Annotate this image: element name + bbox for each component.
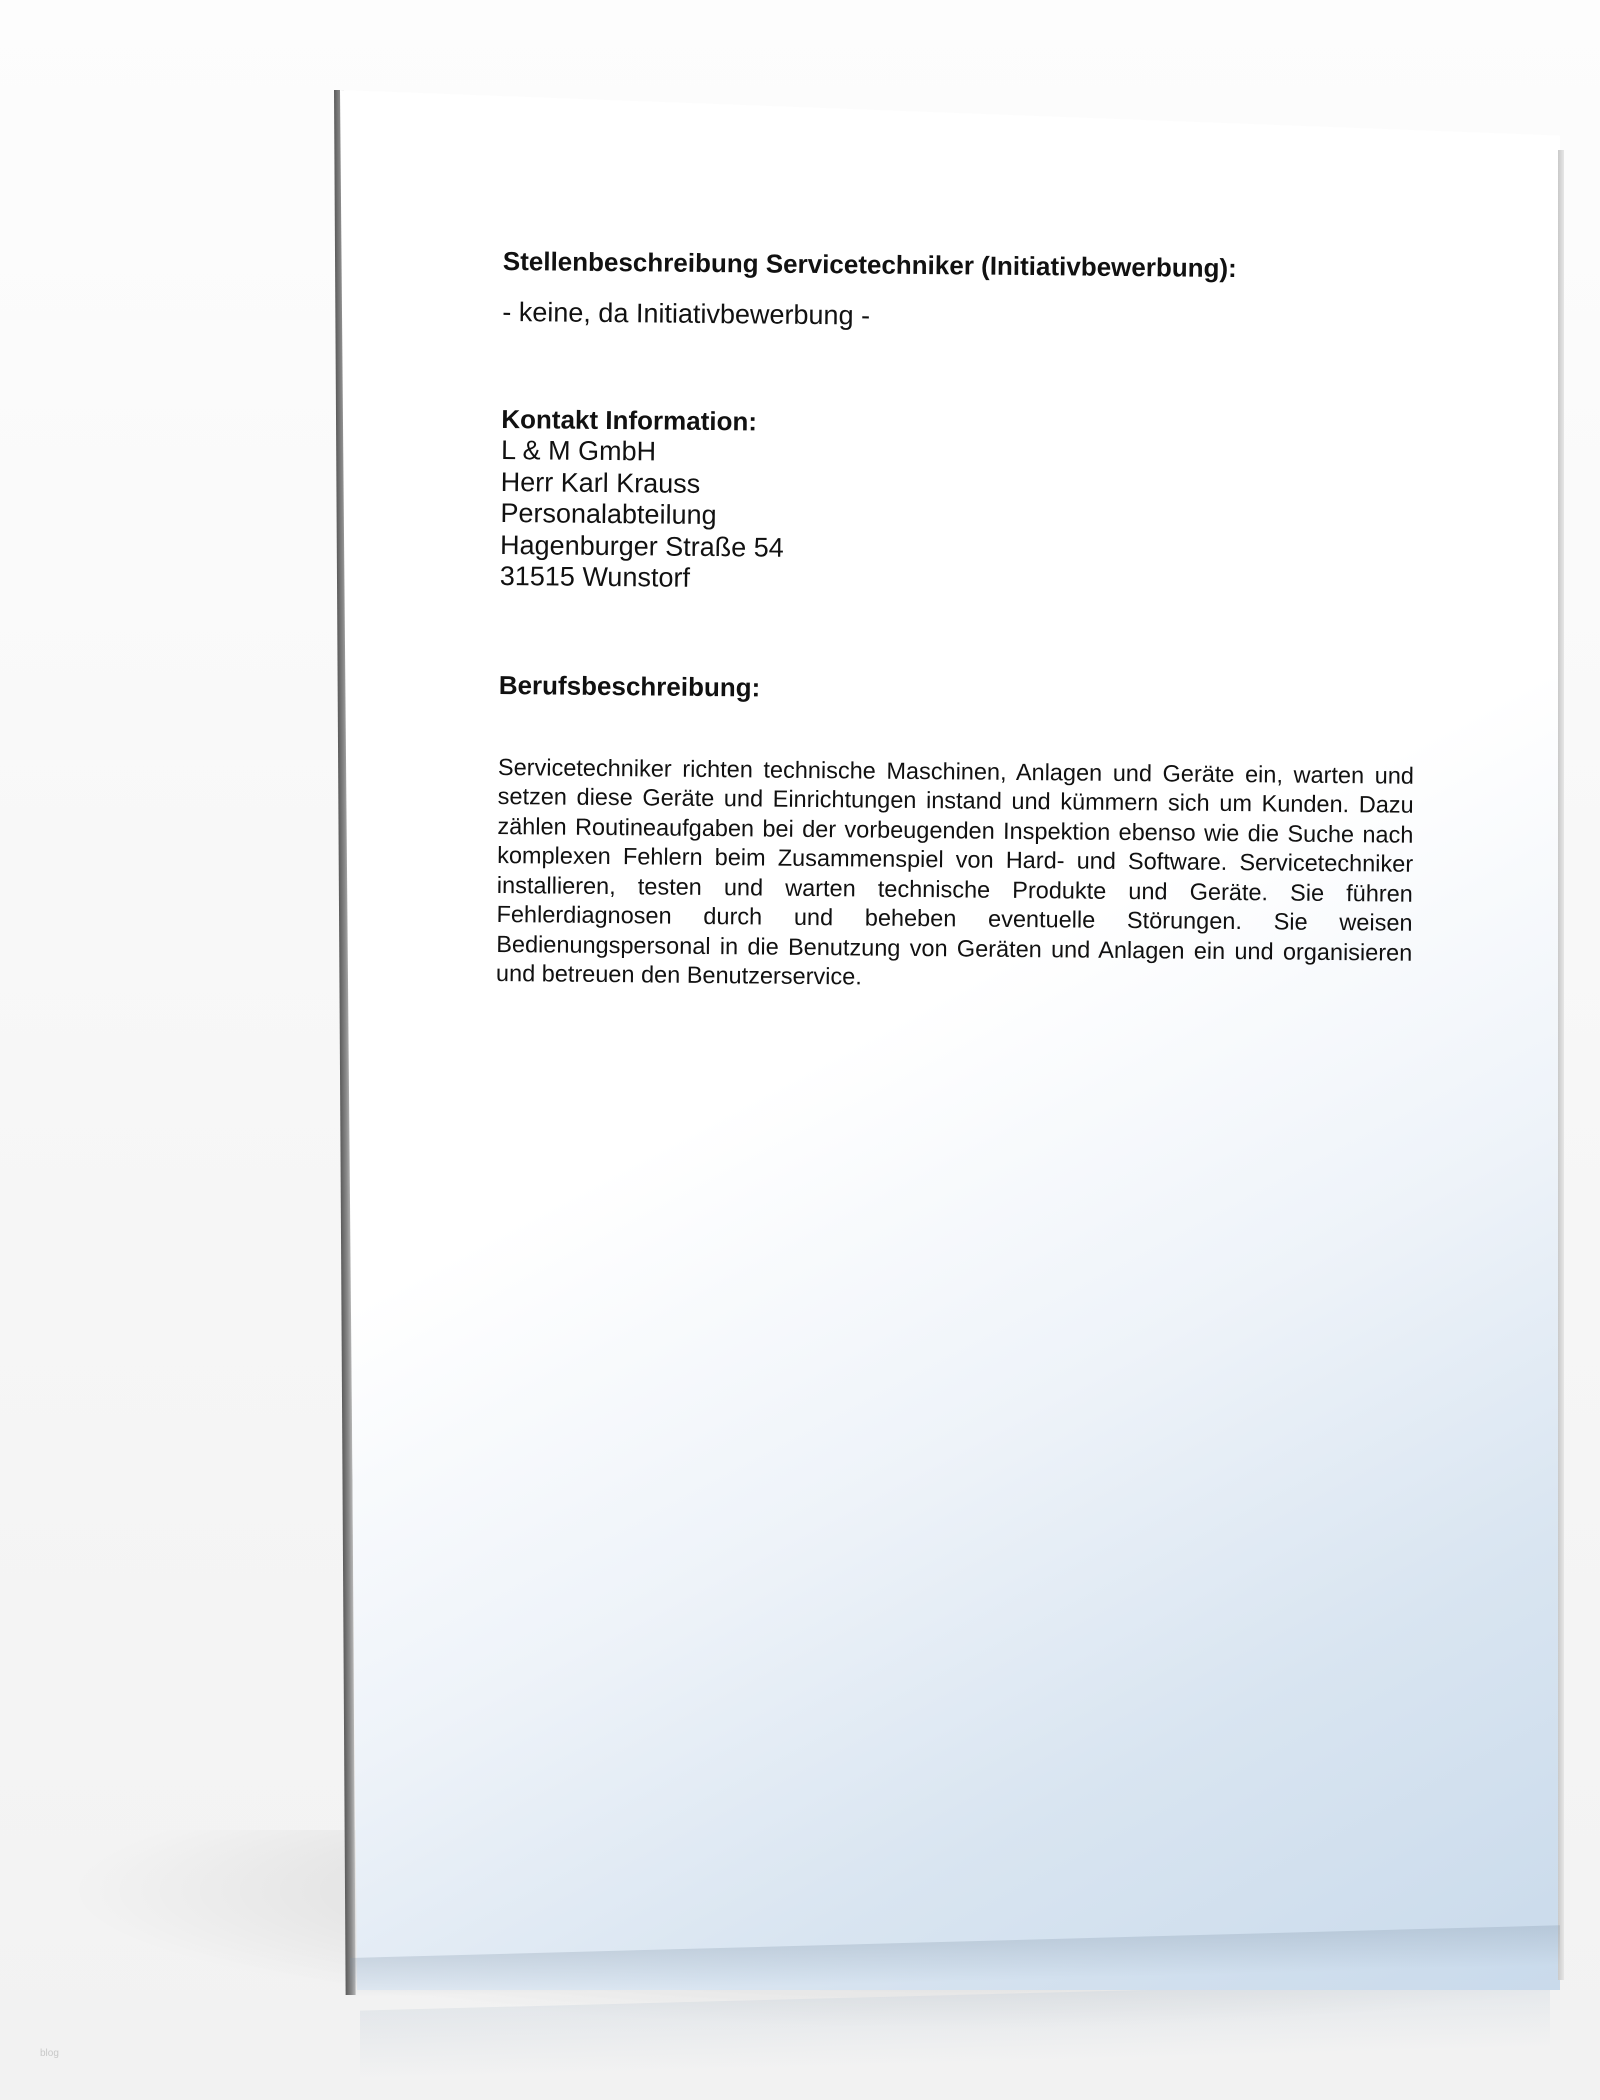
watermark-text: blog xyxy=(40,2048,59,2059)
sheet-right-edge xyxy=(1558,150,1564,1980)
contact-street: Hagenburger Straße 54 xyxy=(499,529,784,563)
contact-company: L & M GmbH xyxy=(500,434,657,467)
job-description-heading: Berufsbeschreibung: xyxy=(498,669,761,702)
contact-city: 31515 Wunstorf xyxy=(499,560,691,593)
contact-department: Personalabteilung xyxy=(500,497,717,531)
job-description-text: Servicetechniker richten technische Maschinen, Anlagen und Geräte ein, warten und setzen diese Geräte und Einrichtungen instand und kümmern sich um Kunden. Dazu zählen Routineaufgaben bei der vorbeugenden Inspektion ebenso wie die Suche nach komplexen Fehlern beim Zusammenspiel von Hard- und Software. Servicetechniker installieren, testen und warten technische Produkte und Geräte. Sie führen Fehlerdiagnosen durch und beheben eventuelle Störungen. Sie weisen Bedienungspersonal in die Benutzung von Geräten und Anlagen ein und organisieren und betreuen den Benutzerservice. xyxy=(495,753,1415,990)
document-title: Stellenbeschreibung Servicetechniker (Initiativbewerbung): xyxy=(502,245,1237,284)
contact-heading: Kontakt Information: xyxy=(501,403,758,437)
contact-person: Herr Karl Krauss xyxy=(500,466,701,499)
contact-address xyxy=(500,435,1417,601)
document-content xyxy=(496,245,1419,1021)
document-subtitle: - keine, da Initiativbewerbung - xyxy=(502,296,871,331)
